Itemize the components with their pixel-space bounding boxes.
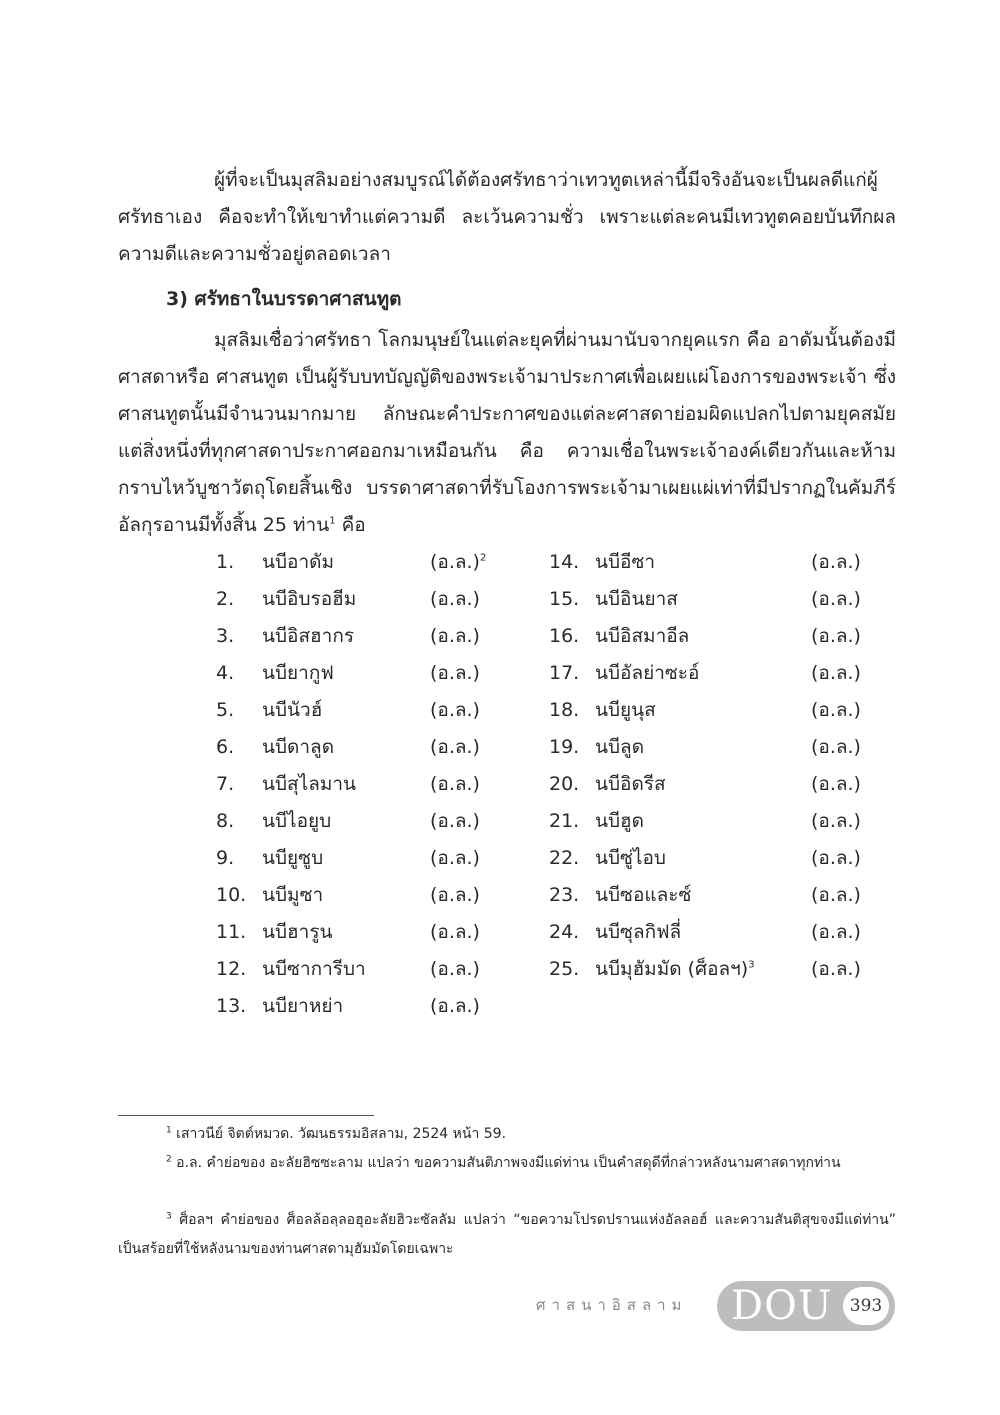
prophet-name-text: นบีซอและซ์ xyxy=(595,884,692,906)
footnote-number: 2 xyxy=(166,1154,172,1165)
prophet-name-text: นบีซุลกิฟลี่ xyxy=(595,921,682,943)
prophet-number: 10. xyxy=(216,884,247,906)
prophet-row xyxy=(216,914,500,950)
prophet-name-text: นบีสุไลมาน xyxy=(262,773,357,795)
prophet-number: 16. xyxy=(549,625,580,647)
prophet-name xyxy=(595,618,689,654)
honorific-text: (อ.ล.) xyxy=(811,736,861,758)
honorific-text: (อ.ล.) xyxy=(430,699,480,721)
footnote-divider xyxy=(118,1115,374,1116)
prophet-number: 20. xyxy=(549,773,580,795)
paragraph-prophets xyxy=(118,322,896,544)
prophet-row xyxy=(216,618,500,654)
prophet-honorific xyxy=(811,840,861,876)
prophet-honorific xyxy=(811,692,861,728)
honorific-text: (อ.ล.) xyxy=(811,810,861,832)
paragraph-prophets-end: คือ xyxy=(335,514,366,536)
footnote-2 xyxy=(118,1149,896,1178)
prophet-honorific xyxy=(430,618,480,654)
prophet-row xyxy=(216,988,500,1024)
footnote-3 xyxy=(118,1206,896,1264)
honorific-text: (อ.ล.) xyxy=(430,773,480,795)
prophet-row xyxy=(216,544,500,580)
prophet-name xyxy=(262,803,331,839)
prophet-honorific xyxy=(430,951,480,987)
prophet-number: 12. xyxy=(216,958,247,980)
prophet-number: 6. xyxy=(216,736,235,758)
honorific-text: (อ.ล.) xyxy=(430,847,480,869)
prophet-name-text: นบีอีซา xyxy=(595,551,656,573)
prophet-number: 13. xyxy=(216,995,247,1017)
honorific-text: (อ.ล.) xyxy=(430,662,480,684)
prophet-name xyxy=(595,729,644,765)
prophet-name xyxy=(262,877,323,913)
prophet-number: 8. xyxy=(216,810,235,832)
prophet-row xyxy=(216,840,500,876)
footer-badge xyxy=(717,1281,895,1331)
prophet-number: 22. xyxy=(549,847,580,869)
footnote-text: เสาวนีย์ จิตต์หมวด. วัฒนธรรมอิสลาม, 2524 หน้า 59. xyxy=(171,1126,507,1142)
footnote-text: อ.ล. คำย่อของ อะลัยฮิซซะลาม แปลว่า ขอความสันติภาพจงมีแด่ท่าน เป็นคำสดุดีที่กล่าวหลังนามศาสดาทุกท่าน xyxy=(171,1155,841,1171)
prophet-name xyxy=(595,766,666,802)
paragraph-prophets-text: มุสลิมเชื่อว่าศรัทธา โลกมนุษย์ในแต่ละยุคที่ผ่านมานับจากยุคแรก คือ อาดัมนั้นต้องมีศาสดาหรือ ศาสนทูต เป็นผู้รับบทบัญญัติของพระเจ้ามาประกาศเพื่อเผยแผ่โองการของพระเจ้า ซึ่งศาสนทูตนั้นมีจำนวนมากมาย ลักษณะคำประกาศของแต่ละศาสดาย่อมผิดแปลกไปตามยุคสมัย แต่สิ่งหนึ่งที่ทุกศาสดาประกาศออกมาเหมือนกัน คือ ความเชื่อในพระเจ้าองค์เดียวกันและห้ามกราบไหว้บูชาวัตถุโดยสิ้นเชิง บรรดาศาสดาที่รับโองการพระเจ้ามาเผยแผ่เท่าที่มีปรากฏในคัมภีร์อัลกุรอานมีทั้งสิ้น 25 ท่าน xyxy=(118,329,896,536)
prophet-honorific xyxy=(430,988,480,1024)
footnote-number: 1 xyxy=(166,1125,172,1136)
prophet-name-text: นบีอินยาส xyxy=(595,588,678,610)
honorific-text: (อ.ล.) xyxy=(811,588,861,610)
prophet-number: 23. xyxy=(549,884,580,906)
prophet-number: 25. xyxy=(549,958,580,980)
prophet-row xyxy=(549,581,881,617)
prophet-row xyxy=(216,692,500,728)
prophet-honorific xyxy=(430,766,480,802)
footnote-text: ศ็อลฯ คำย่อของ ศ็อลล้อลฺลอฮุอะลัยฮิวะซัลลัม แปลว่า “ขอความโปรดปรานแห่งอัลลอฮ์ และความสันติสุขจงมีแด่ท่าน” เป็นสร้อยที่ใช้หลังนามของท่านศาสดามุฮัมมัดโดยเฉพาะ xyxy=(118,1212,896,1257)
prophet-row xyxy=(216,803,500,839)
prophet-number: 21. xyxy=(549,810,580,832)
prophet-number: 19. xyxy=(549,736,580,758)
prophet-honorific xyxy=(811,655,861,691)
prophet-name xyxy=(262,544,334,580)
prophet-name xyxy=(595,581,678,617)
prophet-name-text: นบีอิสมาอีล xyxy=(595,625,690,647)
honorific-text: (อ.ล.) xyxy=(430,736,480,758)
prophet-name xyxy=(262,988,343,1024)
prophet-number: 4. xyxy=(216,662,235,684)
honorific-text: (อ.ล.) xyxy=(811,625,861,647)
prophet-number: 24. xyxy=(549,921,580,943)
prophet-number: 17. xyxy=(549,662,580,684)
honorific-text: (อ.ล.) xyxy=(430,884,480,906)
honorific-text: (อ.ล.) xyxy=(811,847,861,869)
prophet-name-text: นบียูซูบ xyxy=(262,847,324,869)
prophet-name xyxy=(262,951,366,987)
prophet-row xyxy=(549,544,881,580)
prophet-name xyxy=(595,803,644,839)
prophet-number: 7. xyxy=(216,773,235,795)
prophet-name-text: นบียาหย่า xyxy=(262,995,344,1017)
prophet-name xyxy=(262,914,333,950)
prophet-honorific xyxy=(811,914,861,950)
prophet-honorific xyxy=(811,581,861,617)
prophet-name-text: นบีมุฮัมมัด (ศ็อลฯ) xyxy=(595,958,749,980)
prophet-row xyxy=(549,840,881,876)
footnote-ref: 2 xyxy=(479,552,487,564)
prophet-name-text: นบีดาลูด xyxy=(262,736,335,758)
prophet-honorific xyxy=(430,840,480,876)
footnote-number: 3 xyxy=(166,1211,172,1222)
honorific-text: (อ.ล.) xyxy=(811,884,861,906)
prophet-name-text: นบีไอยูบ xyxy=(262,810,332,832)
prophet-name-text: นบีฮารูน xyxy=(262,921,333,943)
prophet-name xyxy=(262,729,334,765)
prophet-name xyxy=(262,655,334,691)
prophet-honorific xyxy=(811,803,861,839)
paragraph-angels xyxy=(118,162,896,273)
prophet-row xyxy=(216,729,500,765)
prophet-honorific xyxy=(430,877,480,913)
paragraph-angels-text: ผู้ที่จะเป็นมุสลิมอย่างสมบูรณ์ได้ต้องศรัทธาว่าเทวทูตเหล่านี้มีจริงอันจะเป็นผลดีแก่ผู้ศรัทธาเอง คือจะทำให้เขาทำแต่ความดี ละเว้นความชั่ว เพราะแต่ละคนมีเทวทูตคอยบันทึกผลความดีและความชั่วอยู่ตลอดเวลา xyxy=(118,169,896,265)
prophet-name-text: นบีอัลย่าซะอ์ xyxy=(595,662,700,684)
prophet-name xyxy=(262,840,323,876)
prophet-row xyxy=(549,877,881,913)
prophet-honorific xyxy=(430,655,480,691)
prophet-name-text: นบีซู่ไอบ xyxy=(595,847,666,869)
prophet-name-text: นบีอาดัม xyxy=(262,551,334,573)
footnote-ref: 1 xyxy=(329,515,336,527)
prophet-row xyxy=(549,618,881,654)
prophet-row xyxy=(216,951,500,987)
prophet-name xyxy=(595,951,755,987)
prophet-honorific xyxy=(430,914,480,950)
prophet-number: 2. xyxy=(216,588,235,610)
prophet-row xyxy=(216,655,500,691)
honorific-text: (อ.ล.) xyxy=(430,921,480,943)
prophet-number: 3. xyxy=(216,625,235,647)
prophet-name xyxy=(262,766,356,802)
prophet-name-text: นบียากูฟ xyxy=(262,662,334,684)
prophet-name-text: นบีอิดรีส xyxy=(595,773,666,795)
dou-logo: DOU xyxy=(731,1283,833,1329)
prophet-honorific xyxy=(430,544,486,580)
honorific-text: (อ.ล.) xyxy=(811,662,861,684)
prophet-honorific xyxy=(430,729,480,765)
prophet-row xyxy=(549,951,881,987)
prophet-row xyxy=(216,877,500,913)
honorific-text: (อ.ล.) xyxy=(430,551,480,573)
prophet-name-text: นบีฮูด xyxy=(595,810,644,832)
prophet-name xyxy=(262,692,322,728)
prophet-row xyxy=(549,655,881,691)
prophet-name xyxy=(595,877,691,913)
page-number: 393 xyxy=(843,1287,889,1325)
footnote-1 xyxy=(118,1120,896,1149)
prophet-name-text: นบีมูซา xyxy=(262,884,324,906)
footnote-ref: 3 xyxy=(748,959,755,971)
prophet-name xyxy=(595,655,699,691)
prophet-honorific xyxy=(811,766,861,802)
footer-book-title: ศาสนาอิสลาม xyxy=(536,1296,688,1314)
honorific-text: (อ.ล.) xyxy=(430,958,480,980)
prophet-row xyxy=(549,914,881,950)
prophet-name xyxy=(595,544,655,580)
honorific-text: (อ.ล.) xyxy=(811,921,861,943)
prophet-number: 5. xyxy=(216,699,235,721)
prophet-honorific xyxy=(811,951,861,987)
prophet-number: 1. xyxy=(216,551,235,573)
prophet-number: 18. xyxy=(549,699,580,721)
honorific-text: (อ.ล.) xyxy=(811,958,861,980)
honorific-text: (อ.ล.) xyxy=(430,995,480,1017)
honorific-text: (อ.ล.) xyxy=(430,810,480,832)
prophet-number: 14. xyxy=(549,551,580,573)
prophet-row xyxy=(216,766,500,802)
prophet-name-text: นบีลูด xyxy=(595,736,645,758)
prophet-honorific xyxy=(811,729,861,765)
prophet-name xyxy=(262,618,354,654)
prophet-name xyxy=(595,840,666,876)
honorific-text: (อ.ล.) xyxy=(811,773,861,795)
prophet-number: 15. xyxy=(549,588,580,610)
prophet-name-text: นบีซาการีบา xyxy=(262,958,366,980)
prophet-honorific xyxy=(430,803,480,839)
honorific-text: (อ.ล.) xyxy=(430,588,480,610)
honorific-text: (อ.ล.) xyxy=(430,625,480,647)
prophet-name xyxy=(595,692,656,728)
prophet-number: 11. xyxy=(216,921,247,943)
prophet-name-text: นบีอิบรอฮีม xyxy=(262,588,357,610)
prophet-row xyxy=(549,692,881,728)
prophet-name xyxy=(595,914,681,950)
prophet-list xyxy=(0,544,1000,1024)
prophet-name xyxy=(262,581,356,617)
prophet-name-text: นบีนัวฮ์ xyxy=(262,699,323,721)
prophet-row xyxy=(549,729,881,765)
prophet-row xyxy=(549,803,881,839)
honorific-text: (อ.ล.) xyxy=(811,699,861,721)
prophet-row xyxy=(549,766,881,802)
prophet-honorific xyxy=(811,544,861,580)
prophet-name-text: นบียูนุส xyxy=(595,699,656,721)
section-heading: 3) ศรัทธาในบรรดาศาสนทูต xyxy=(166,288,402,310)
prophet-honorific xyxy=(430,581,480,617)
prophet-number: 9. xyxy=(216,847,235,869)
prophet-row xyxy=(216,581,500,617)
prophet-honorific xyxy=(430,692,480,728)
prophet-honorific xyxy=(811,618,861,654)
honorific-text: (อ.ล.) xyxy=(811,551,861,573)
prophet-name-text: นบีอิสฮากร xyxy=(262,625,355,647)
prophet-honorific xyxy=(811,877,861,913)
